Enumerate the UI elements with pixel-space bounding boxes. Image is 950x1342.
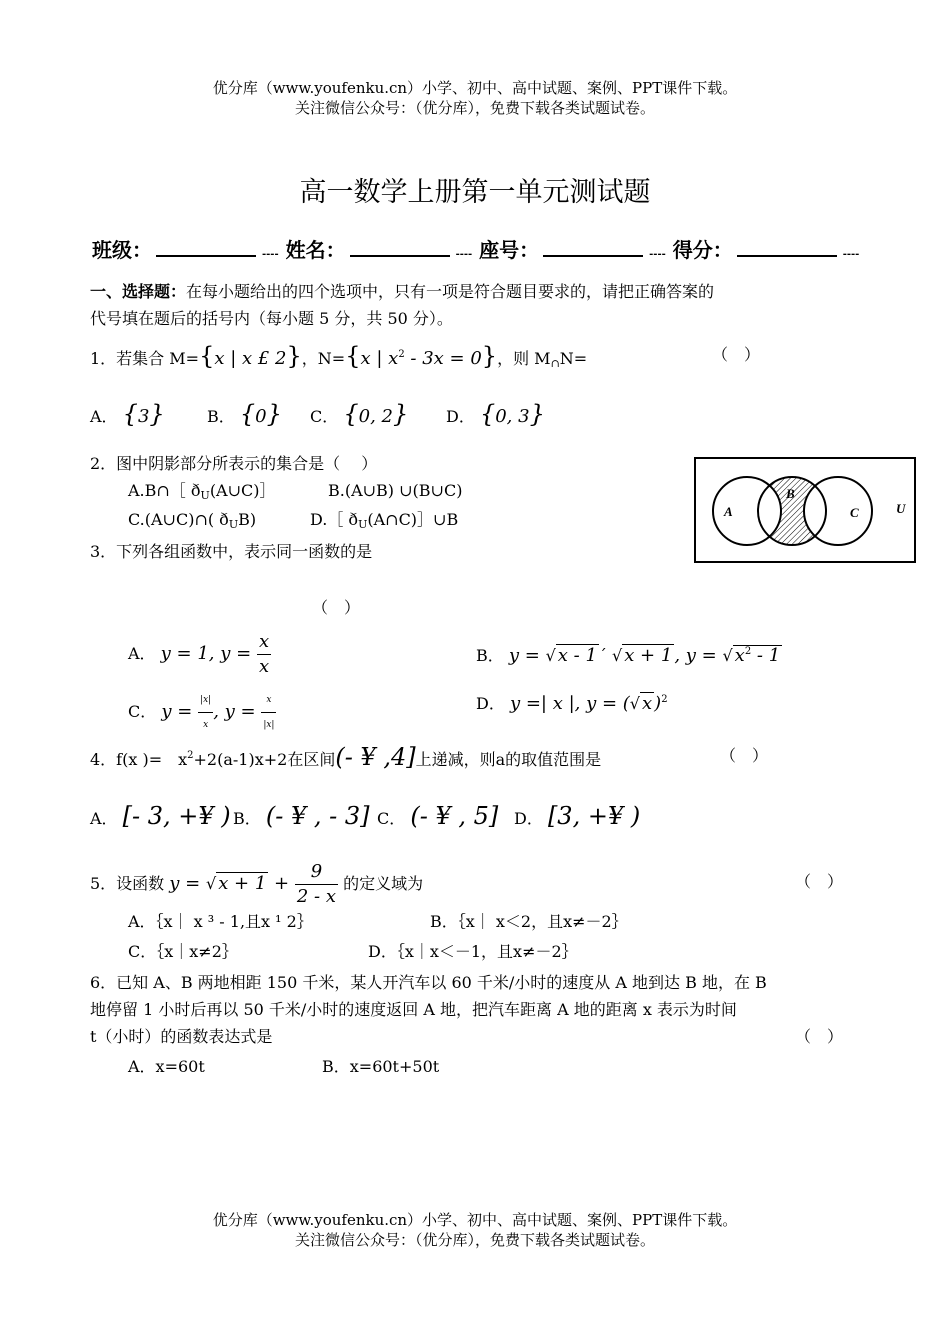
name-label: 姓名： bbox=[285, 238, 346, 262]
question-4-answer-paren[interactable]: （ ） bbox=[720, 746, 769, 765]
venn-label-c: C bbox=[850, 505, 859, 520]
question-2-option-c: C.(A∪C)∩( $ð_UB$) bbox=[128, 510, 257, 531]
question-6-line-2: 地停留 1 小时后再以 50 千米/小时的速度返回 A 地，把汽车距离 A 地的距离 x 表示为时间 bbox=[90, 1000, 737, 1019]
question-5-option-d: D．｛x｜x＜－1，且x≠－2｝ bbox=[368, 942, 578, 961]
question-2-option-a: A.B∩［ $ð_U(A\cup C)]$ bbox=[128, 481, 276, 502]
question-6-option-a: A．x=60t bbox=[128, 1057, 205, 1076]
seat-label: 座号： bbox=[479, 238, 540, 262]
question-6-line-3: t（小时）的函数表达式是 bbox=[90, 1027, 273, 1046]
question-4-option-b: B． (- ¥ , - 3] bbox=[233, 802, 370, 830]
venn-svg bbox=[696, 459, 914, 561]
score-blank[interactable] bbox=[737, 241, 837, 257]
question-3-option-a: A． y = 1, y = $\frac{x}{x}$ bbox=[128, 631, 270, 677]
question-3-option-c: C． y = $\frac{|x|}{x}$ , y = $\frac{x}{|x|}$ bbox=[128, 688, 276, 737]
section-heading: 一、选择题： bbox=[90, 282, 187, 301]
question-1-stem: 1．若集合 M={x | x £ 2}，N={x | $x^2 - 3x = 0$}，则 $M_\cap N=$ bbox=[90, 342, 588, 370]
venn-label-b: B bbox=[786, 486, 795, 501]
question-5-option-c: C．｛x｜x≠2｝ bbox=[128, 942, 238, 961]
question-2-stem: 2．图中阴影部分所表示的集合是（ ） bbox=[90, 454, 378, 473]
question-2-option-d: D.［ $ð_U(A\cap C)]\cup B$ bbox=[310, 510, 459, 531]
header-line-2: 关注微信公众号：（优分库），免费下载各类试题试卷。 bbox=[294, 99, 655, 117]
question-4-option-c: C． (- ¥ , 5] bbox=[377, 802, 499, 830]
question-3-stem: 3．下列各组函数中，表示同一函数的是 bbox=[90, 542, 373, 561]
name-blank[interactable] bbox=[350, 241, 450, 257]
score-label: 得分： bbox=[672, 238, 733, 262]
footer-line-2: 关注微信公众号：（优分库），免费下载各类试题试卷。 bbox=[294, 1231, 655, 1249]
question-6-line-1: 6．已知 A、B 两地相距 150 千米，某人开汽车以 60 千米/小时的速度从 A 地到达 B 地，在 B bbox=[90, 973, 767, 992]
venn-label-u: U bbox=[896, 501, 906, 516]
question-1-answer-paren[interactable]: （ ） bbox=[712, 345, 761, 364]
question-4-option-d: D． [3, +¥ ) bbox=[514, 802, 641, 830]
footer-line-1: 优分库（www.youfenku.cn）小学、初中、高中试题、案例、PPT课件下载。 bbox=[212, 1211, 738, 1229]
venn-label-a: A bbox=[724, 504, 733, 519]
question-2-option-b: B.(A∪B) ∪(B∪C) bbox=[328, 481, 463, 500]
question-3-option-d: D． y =| x |, y = (√ x )$^2$ bbox=[476, 693, 668, 714]
question-4-stem: 4．f(x )= $x^2+2(a-1)x+2$在区间(- ¥ ,4]上递减，则a的取值范围是 bbox=[90, 743, 602, 771]
student-info-line: 班级： ---- 姓名： ---- 座号： ---- 得分： ---- bbox=[92, 238, 860, 262]
question-5-option-a: A．｛x｜ x ³ - 1,且x ¹ 2｝ bbox=[128, 912, 313, 931]
question-1-options: A． {3} bbox=[90, 400, 165, 428]
section-intro: 一、选择题：在每小题给出的四个选项中，只有一项是符合题目要求的，请把正确答案的 bbox=[90, 282, 715, 301]
question-4-option-a: A． [- 3, +¥ ) bbox=[90, 802, 231, 830]
question-3-answer-paren[interactable]: （ ） bbox=[312, 598, 361, 617]
header-line-1: 优分库（www.youfenku.cn）小学、初中、高中试题、案例、PPT课件下载。 bbox=[212, 79, 738, 97]
question-6-option-b: B．x=60t+50t bbox=[322, 1057, 440, 1076]
question-5-answer-paren[interactable]: （ ） bbox=[795, 872, 844, 891]
class-label: 班级： bbox=[92, 238, 152, 262]
class-blank[interactable] bbox=[156, 241, 256, 257]
question-5-option-b: B．｛x｜ x＜2，且x≠－2｝ bbox=[430, 912, 628, 931]
venn-diagram bbox=[694, 457, 916, 563]
question-3-option-b: B． y = √ x - 1 ´ √ x + 1 , y = √ $x^2 - 1$ bbox=[476, 645, 781, 666]
page-title: 高一数学上册第一单元测试题 bbox=[299, 177, 651, 208]
seat-blank[interactable] bbox=[543, 241, 643, 257]
question-6-answer-paren[interactable]: （ ） bbox=[795, 1027, 844, 1046]
section-intro-2: 代号填在题后的括号内（每小题 5 分，共 50 分）。 bbox=[90, 309, 453, 328]
question-5-stem: 5．设函数 y = √ x + 1 + $\frac{9}{2 - x}$ 的定义域为 bbox=[90, 861, 424, 907]
